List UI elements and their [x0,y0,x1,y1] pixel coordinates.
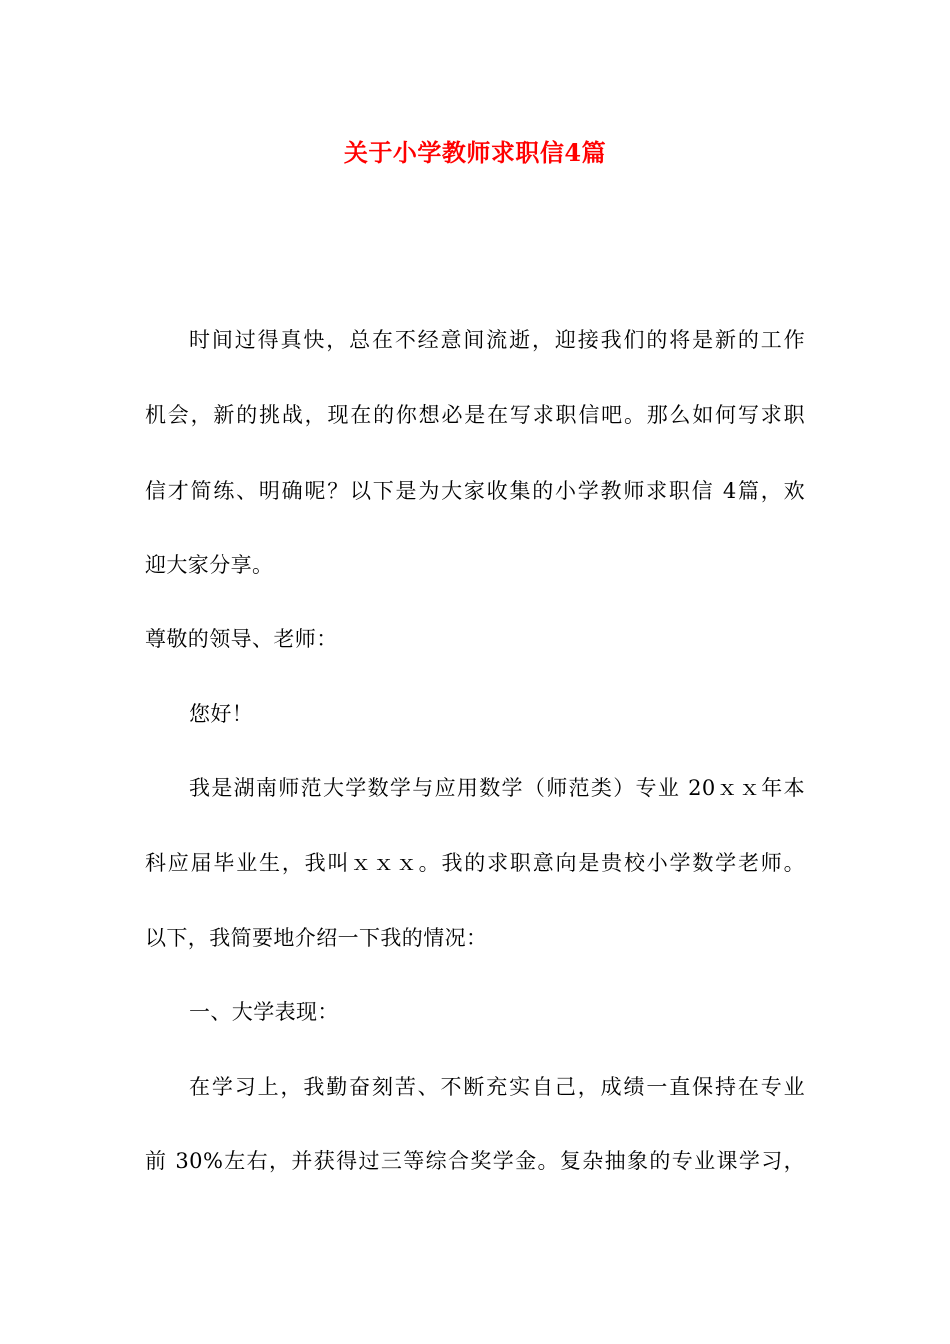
paragraph-line: 迎大家分享。 [145,553,274,577]
document-title: 关于小学教师求职信4篇 [343,138,607,167]
paragraph-line: 科应届毕业生，我叫ｘｘｘ。我的求职意向是贵校小学数学老师。 [145,851,805,875]
paragraph-line: 前 30%左右，并获得过三等综合奖学金。复杂抽象的专业课学习， [145,1149,805,1173]
paragraph-line: 信才简练、明确呢？以下是为大家收集的小学教师求职信 4篇，欢 [145,479,805,503]
paragraph-line: 在学习上，我勤奋刻苦、不断充实自己，成绩一直保持在专业 [189,1075,805,1099]
paragraph-line: 我是湖南师范大学数学与应用数学（师范类）专业 20ｘｘ年本 [189,776,805,800]
paragraph-line: 机会，新的挑战，现在的你想必是在写求职信吧。那么如何写求职 [145,403,805,427]
paragraph-line: 时间过得真快，总在不经意间流逝，迎接我们的将是新的工作 [189,328,805,352]
section-heading: 一、大学表现： [189,1000,339,1024]
greeting: 您好！ [189,702,254,726]
paragraph-line: 以下，我简要地介绍一下我的情况： [145,926,488,950]
salutation: 尊敬的领导、老师： [145,627,338,651]
